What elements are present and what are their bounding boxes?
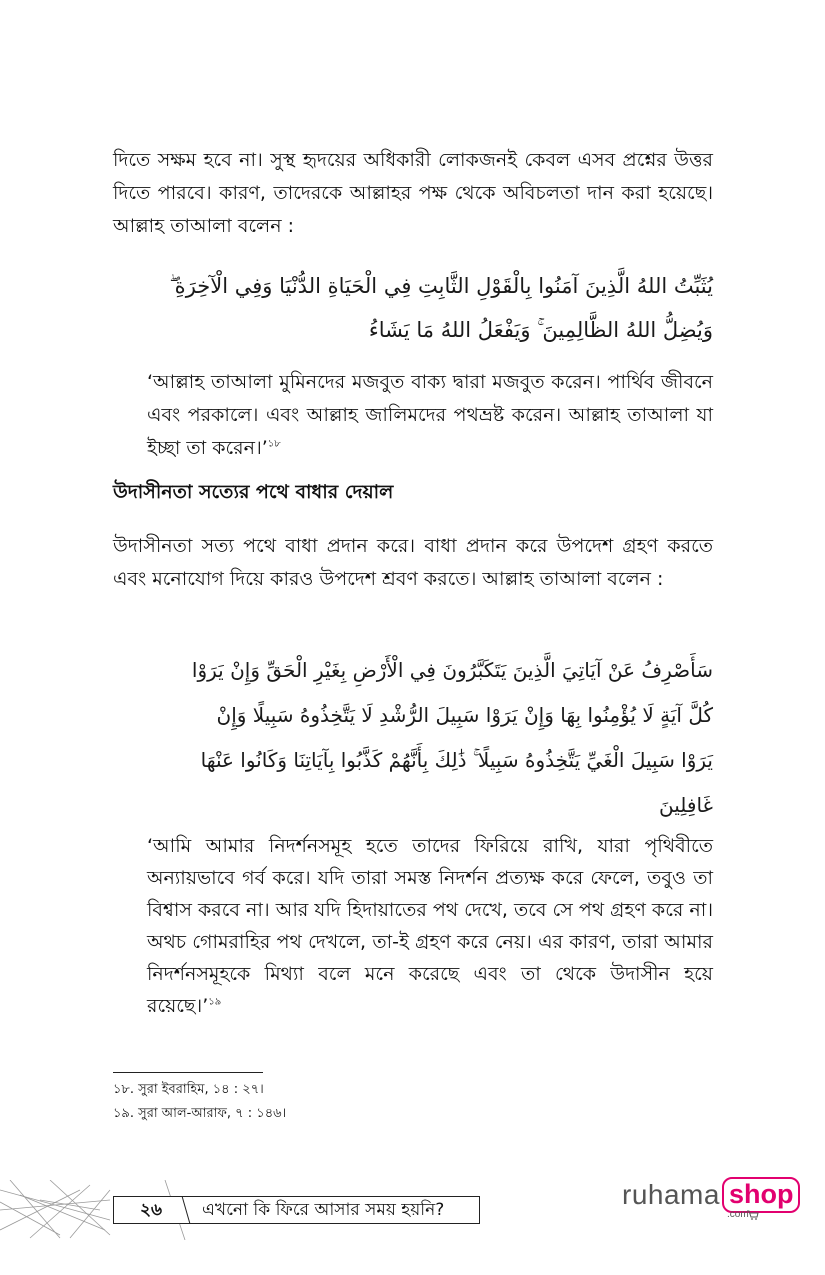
logo-text-shop: shop: [722, 1177, 801, 1213]
footer-divider: [180, 1196, 192, 1224]
logo-domain: .com: [727, 1209, 749, 1220]
translation-1-text: ‘আল্লাহ তাআলা মুমিনদের মজবুত বাক্য দ্বারা মজবুত করেন। পার্থিব জীবনে এবং পরকালে। এবং আল্লাহ জালিমদের পথভ্রষ্ট করেন। আল্লাহ তাআলা যা ইচ্ছা তা করেন।’: [147, 371, 713, 459]
verse-2-line-4: غَافِلِينَ: [659, 793, 713, 817]
footnote-18: ১৮. সুরা ইবরাহিম, ১৪ : ২৭।: [113, 1082, 264, 1097]
page-number: ২৬: [140, 1200, 163, 1220]
verse-2-translation: [147, 830, 713, 1022]
footnote-ref-19: ১৯: [208, 996, 222, 1008]
logo-text-ruhama: ruhama: [622, 1179, 720, 1210]
paragraph-indifference: উদাসীনতা সত্য পথে বাধা প্রদান করে। বাধা প্রদান করে উপদেশ গ্রহণ করতে এবং মনোযোগ দিয়ে কারও উপদেশ শ্রবণ করতে। আল্লাহ তাআলা বলেন :: [113, 535, 713, 590]
footnote-separator: [113, 1072, 263, 1073]
verse-2-line-3: يَرَوْا سَبِيلَ الْغَيِّ يَتَّخِذُوهُ سَبِيلًا ۚ ذَٰلِكَ بِأَنَّهُمْ كَذَّبُوا بِآيَاتِنَا وَكَانُوا عَنْهَا: [200, 748, 713, 772]
verse-2-line-1: سَأَصْرِفُ عَنْ آيَاتِيَ الَّذِينَ يَتَكَبَّرُونَ فِي الْأَرْضِ بِغَيْرِ الْحَقِّ وَإِنْ يَرَوْا: [191, 658, 713, 682]
footnote-19: ১৯. সুরা আল-আরাফ, ৭ : ১৪৬।: [113, 1106, 287, 1121]
verse-1-line-1: يُثَبِّتُ اللهُ الَّذِينَ آمَنُوا بِالْقَوْلِ الثَّابِتِ فِي الْحَيَاةِ الدُّنْيَا وَفِي الْآخِرَةِ ۖ: [169, 274, 713, 298]
footnote-ref-18: ১৮: [267, 438, 281, 450]
quran-verse-2: [113, 648, 713, 828]
translation-2-text: ‘আমি আমার নিদর্শনসমূহ হতে তাদের ফিরিয়ে রাখি, যারা পৃথিবীতে অন্যায়ভাবে গর্ব করে। যদি তারা সমস্ত নিদর্শন প্রত্যক্ষ করে ফেলে, তবুও তা বিশ্বাস করবে না। আর যদি হিদায়াতের পথ দেখে, তবে সে পথ গ্রহণ করে না। অথচ গোমরাহির পথ দেখলে, তা-ই গ্রহণ করে নেয়। এর কারণ, তারা আমার নিদর্শনসমূহকে মিথ্যা বলে মনে করেছে এবং তা থেকে উদাসীন হয়ে রয়েছে।’: [147, 835, 713, 1017]
ruhamashop-logo: [622, 1175, 800, 1215]
section-heading: উদাসীনতা সত্যের পথে বাধার দেয়াল: [113, 481, 394, 503]
paragraph-intro: দিতে সক্ষম হবে না। সুস্থ হৃদয়ের অধিকারী লোকজনই কেবল এসব প্রশ্নের উত্তর দিতে পারবে। কারণ, তাদেরকে আল্লাহর পক্ষ থেকে অবিচলতা দান করা হয়েছে। আল্লাহ তাআলা বলেন :: [113, 149, 713, 237]
quran-verse-1: [113, 264, 713, 352]
verse-1-line-2: وَيُضِلُّ اللهُ الظَّالِمِينَ ۚ وَيَفْعَلُ اللهُ مَا يَشَاءُ: [368, 318, 713, 342]
verse-2-line-2: كُلَّ آيَةٍ لَا يُؤْمِنُوا بِهَا وَإِنْ يَرَوْا سَبِيلَ الرُّشْدِ لَا يَتَّخِذُوهُ سَبِيلًا وَإِنْ: [216, 703, 713, 727]
verse-1-translation: [147, 366, 713, 465]
book-title: এখনো কি ফিরে আসার সময় হয়নি?: [202, 1200, 445, 1220]
cart-icon: [747, 1210, 759, 1220]
